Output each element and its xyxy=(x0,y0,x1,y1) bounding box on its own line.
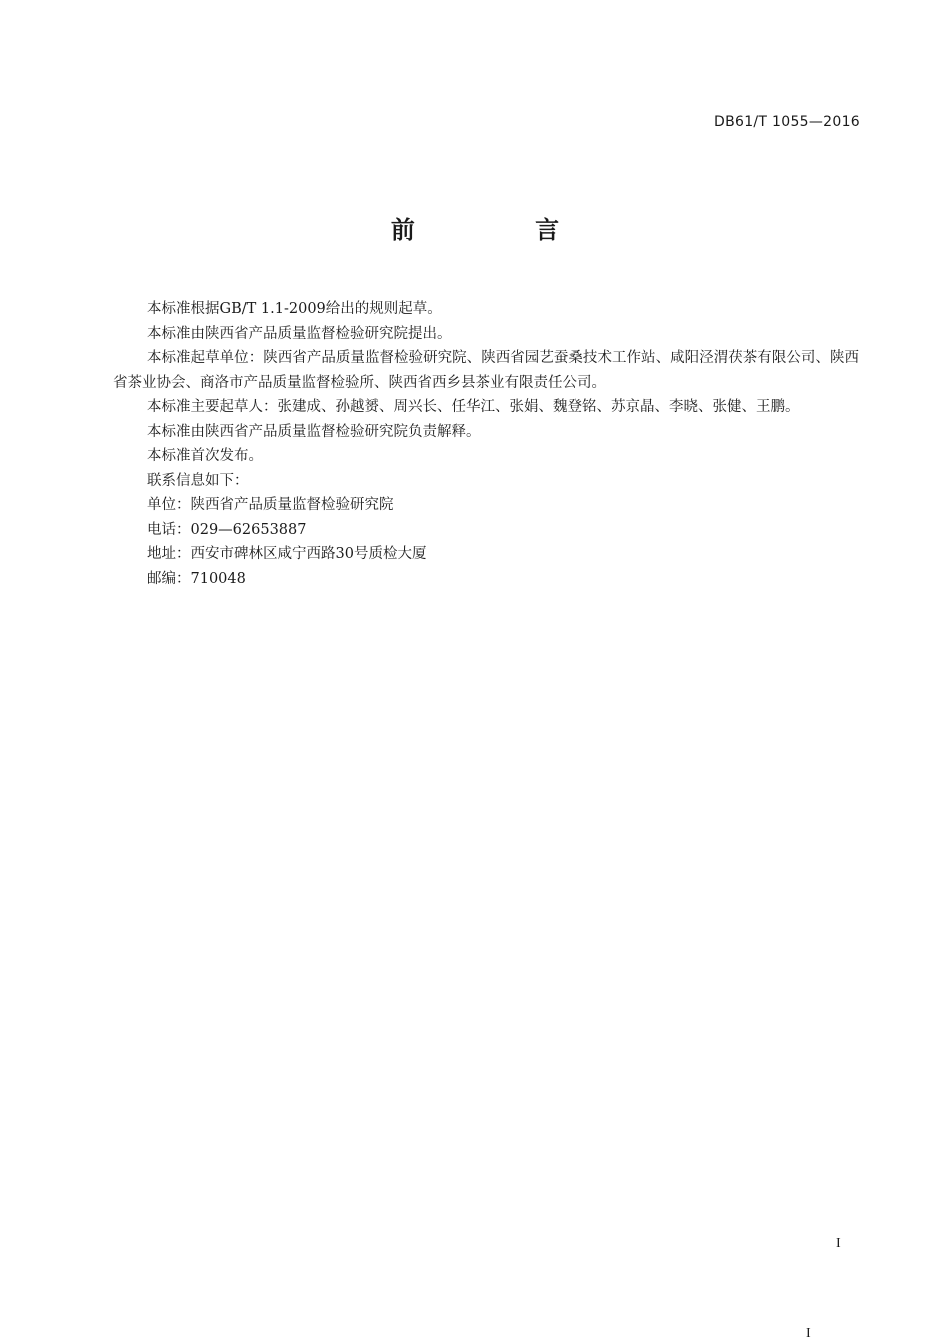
paragraph-drafting-rules: 本标准根据GB/T 1.1-2009给出的规则起草。 xyxy=(147,301,442,317)
page-number: I xyxy=(836,1236,841,1251)
standard-code: DB61/T 1055—2016 xyxy=(714,114,860,130)
paragraph-drafting-units: 本标准起草单位：陕西省产品质量监督检验研究院、陕西省园艺蚕桑技术工作站、咸阳泾渭茯茶有限公司、陕西省茶业协会、商洛市产品质量监督检验所、陕西省西乡县茶业有限责任公司。 xyxy=(113,350,859,391)
page-title: 前 言 xyxy=(390,216,616,244)
foreword-body xyxy=(113,297,859,591)
paragraph-drafters: 本标准主要起草人：张建成、孙越赟、周兴长、任华江、张娟、魏登铭、苏京晶、李晓、张健、王鹏。 xyxy=(147,399,800,415)
contact-phone: 电话：029—62653887 xyxy=(147,521,307,538)
paragraph-proposer: 本标准由陕西省产品质量监督检验研究院提出。 xyxy=(147,325,452,342)
page-number-secondary: I xyxy=(806,1326,811,1341)
contact-postcode: 邮编：710048 xyxy=(147,570,246,587)
contact-address: 地址：西安市碑林区咸宁西路30号质检大厦 xyxy=(147,546,427,562)
contact-unit: 单位：陕西省产品质量监督检验研究院 xyxy=(147,497,394,513)
paragraph-first-release: 本标准首次发布。 xyxy=(147,448,263,464)
paragraph-contact-heading: 联系信息如下： xyxy=(147,472,249,489)
paragraph-interpretation: 本标准由陕西省产品质量监督检验研究院负责解释。 xyxy=(147,423,481,440)
